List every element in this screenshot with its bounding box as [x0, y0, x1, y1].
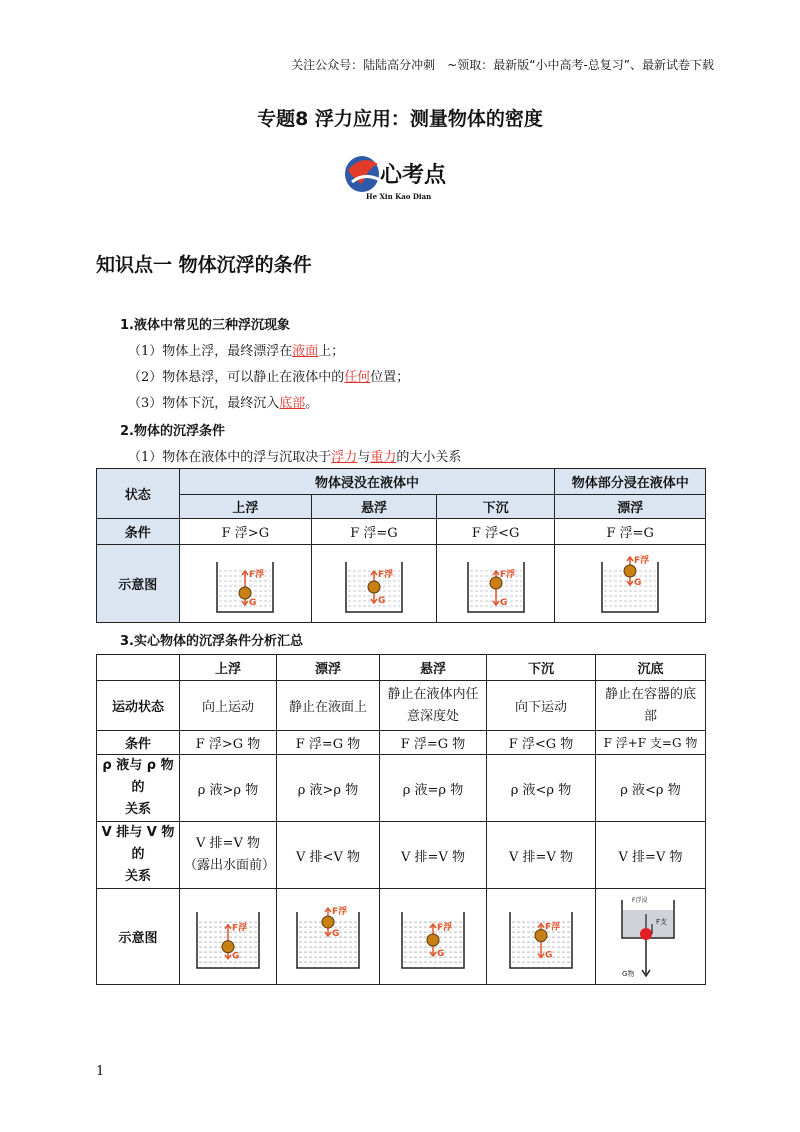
object-ball	[640, 928, 652, 940]
cell-condition: F 浮>G 物	[180, 731, 277, 755]
item-1: （1）物体上浮，最终漂浮在液面上；	[128, 344, 345, 359]
row-label: V 排与 V 物的 关系	[97, 822, 180, 889]
label-buoyancy: F浮浸	[631, 896, 647, 904]
row-label: 条件	[97, 731, 180, 755]
cell-volume: V 排<V 物	[277, 822, 380, 889]
label-gravity: G	[332, 928, 340, 939]
label-gravity: G物	[621, 969, 634, 978]
cell-diagram-label: 示意图	[97, 545, 180, 623]
cell-volume: V 排=V 物	[487, 822, 596, 889]
cell-motion: 静止在液体内任意深度处	[380, 681, 487, 731]
page-number: 1	[96, 1064, 105, 1079]
cell-diagram	[596, 889, 706, 985]
cell-condition: F 浮=G	[312, 519, 437, 545]
col-header: 沉底	[596, 655, 706, 681]
cell-motion: 向下运动	[487, 681, 596, 731]
label-gravity: G	[249, 597, 257, 608]
cell-condition: F 浮<G	[436, 519, 555, 545]
label-buoyancy: F浮	[232, 923, 248, 934]
cell-diagram	[555, 545, 706, 623]
cell-condition: F 浮=G 物	[277, 731, 380, 755]
cell-condition: F 浮>G	[179, 519, 312, 545]
sink-float-table	[96, 468, 706, 623]
logo-subtitle: He Xin Kao Dian	[366, 192, 432, 201]
col-header: 上浮	[180, 655, 277, 681]
label-buoyancy: F浮	[634, 555, 650, 566]
cell-diagram	[312, 545, 437, 623]
logo-text: 心考点	[380, 162, 447, 188]
subheading-1: 1.液体中常见的三种浮沉现象	[120, 318, 290, 333]
diagram-rising	[193, 902, 263, 972]
cell-condition: F 浮=G 物	[380, 731, 487, 755]
cell-density: ρ 液<ρ 物	[487, 755, 596, 822]
diagram-rising	[213, 552, 277, 616]
col-header: 漂浮	[277, 655, 380, 681]
object-ball	[624, 565, 636, 577]
cell-diagram	[436, 545, 555, 623]
cell-density: ρ 液>ρ 物	[277, 755, 380, 822]
diagram-suspended	[398, 902, 468, 972]
subheading-3: 3.实心物体的沉浮条件分析汇总	[120, 634, 303, 649]
label-gravity: G	[545, 950, 553, 961]
object-ball	[368, 581, 380, 593]
cell-diagram	[179, 545, 312, 623]
diagram-floating	[293, 902, 363, 972]
cell-density: ρ 液<ρ 物	[596, 755, 706, 822]
diagram-sinking	[506, 902, 576, 972]
label-buoyancy: F浮	[545, 922, 561, 933]
cell-diagram	[180, 889, 277, 985]
col-header: 悬浮	[380, 655, 487, 681]
cell-immersed: 物体浸没在液体中	[179, 469, 555, 495]
diagram-suspended	[342, 552, 406, 616]
section-heading: 知识点一 物体沉浮的条件	[96, 254, 312, 276]
cell-state-name: 悬浮	[312, 495, 437, 519]
cell-density: ρ 液>ρ 物	[180, 755, 277, 822]
diagram-floating	[598, 552, 662, 616]
label-gravity: G	[634, 577, 642, 588]
solid-object-table	[96, 654, 706, 985]
cell-partial: 物体部分浸在液体中	[555, 469, 706, 495]
cell-condition: F 浮+F 支=G 物	[596, 731, 706, 755]
cell-volume: V 排=V 物	[596, 822, 706, 889]
label-gravity: G	[232, 951, 240, 962]
fill-blank: 任何	[344, 370, 371, 385]
label-gravity: G	[499, 597, 508, 608]
row-label: 示意图	[97, 889, 180, 985]
cell-condition: F 浮<G 物	[487, 731, 596, 755]
cell-diagram	[277, 889, 380, 985]
label-gravity: G	[437, 948, 445, 959]
object-ball	[322, 916, 334, 928]
cell-diagram	[380, 889, 487, 985]
cell-motion: 向上运动	[180, 681, 277, 731]
label-buoyancy: F浮	[499, 569, 515, 580]
label-support: F支	[655, 917, 667, 926]
fill-blank: 底部	[279, 396, 306, 411]
cell-motion: 静止在液面上	[277, 681, 380, 731]
condition-line: （1）物体在液体中的浮与沉取决于浮力与重力的大小关系	[128, 450, 462, 465]
cell-state-name: 漂浮	[555, 495, 706, 519]
cell-state: 状态	[97, 469, 180, 519]
row-label: 运动状态	[97, 681, 180, 731]
cell-state-name: 下沉	[436, 495, 555, 519]
brand-logo	[340, 150, 460, 196]
label-buoyancy: F浮	[437, 922, 453, 933]
cell-condition-label: 条件	[97, 519, 180, 545]
subheading-2: 2.物体的沉浮条件	[120, 424, 225, 439]
label-buoyancy: F浮	[332, 906, 348, 917]
label-gravity: G	[377, 595, 386, 606]
cell-state-name: 上浮	[179, 495, 312, 519]
cell-condition: F 浮=G	[555, 519, 706, 545]
page-title: 专题8 浮力应用：测量物体的密度	[257, 108, 543, 130]
label-buoyancy: F浮	[377, 569, 394, 580]
cell-diagram	[487, 889, 596, 985]
cell-volume: V 排=V 物（露出水面前）	[180, 822, 277, 889]
cell-density: ρ 液=ρ 物	[380, 755, 487, 822]
row-label: ρ 液与 ρ 物的 关系	[97, 755, 180, 822]
diagram-bottom	[616, 894, 686, 980]
object-ball	[427, 934, 439, 946]
cell-volume: V 排=V 物	[380, 822, 487, 889]
label-buoyancy: F浮	[249, 569, 265, 580]
fill-blank: 液面	[292, 344, 319, 359]
cell-motion: 静止在容器的底部	[596, 681, 706, 731]
item-2: （2）物体悬浮，可以静止在液体中的任何位置；	[128, 370, 410, 385]
item-3: （3）物体下沉，最终沉入底部。	[128, 396, 319, 411]
header-note: 关注公众号：陆陆高分冲刺 ~领取：最新版“小中高考-总复习”、最新试卷下载	[291, 58, 714, 72]
diagram-sinking	[464, 552, 528, 616]
col-header: 下沉	[487, 655, 596, 681]
